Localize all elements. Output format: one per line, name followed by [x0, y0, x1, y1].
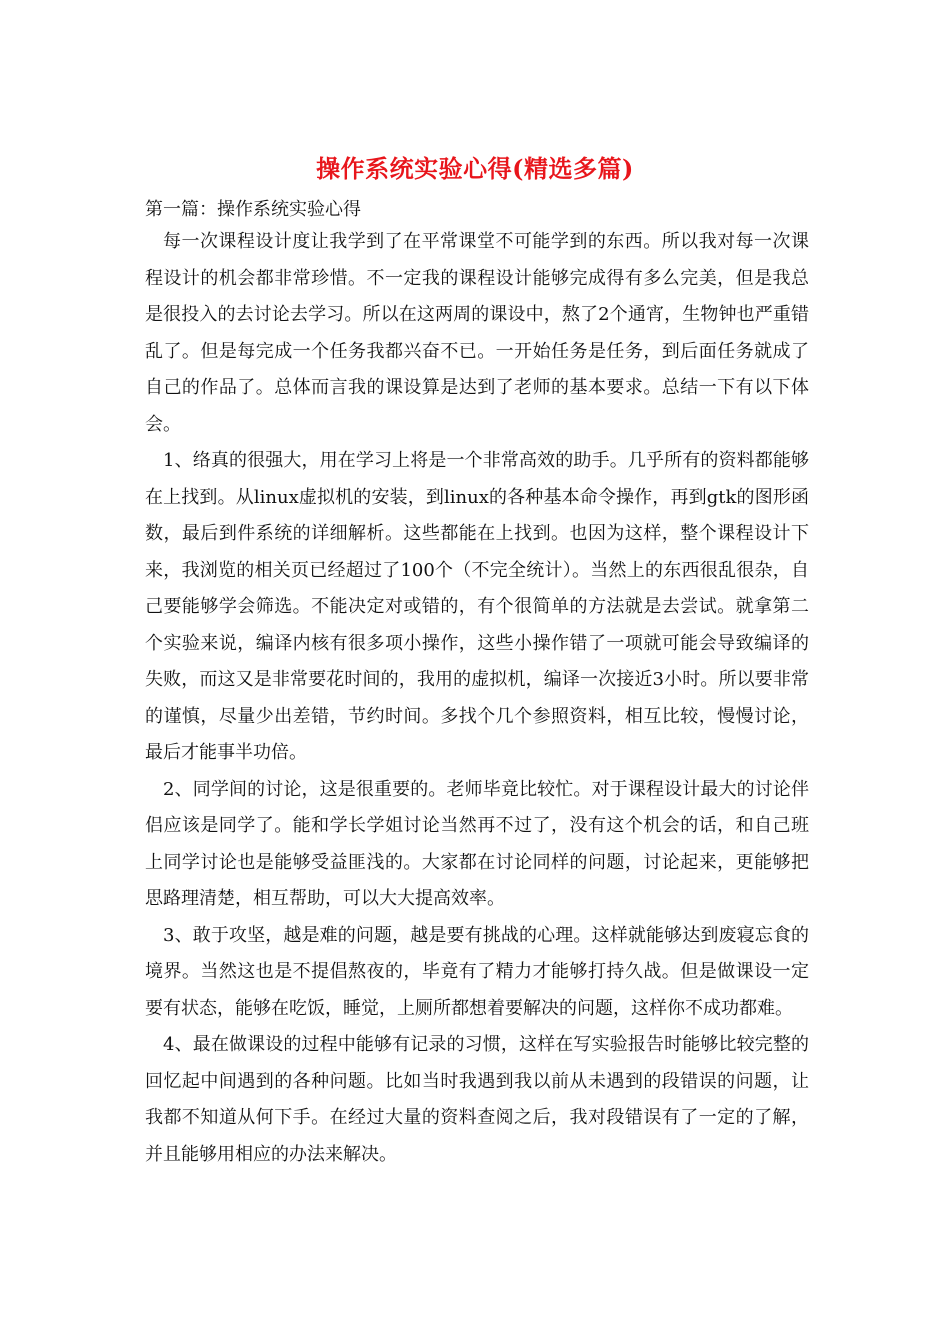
paragraph-point-2: 2、同学间的讨论，这是很重要的。老师毕竟比较忙。对于课程设计最大的讨论伴侣应该是同学了。能和学长学姐讨论当然再不过了，没有这个机会的话，和自己班上同学讨论也是能够受益匪浅的。大家都在讨论同样的问题，讨论起来，更能够把思路理清楚，相互帮助，可以大大提高效率。: [145, 778, 809, 909]
document-body: [145, 196, 809, 1173]
document-title: 操作系统实验心得(精选多篇): [316, 154, 634, 183]
paragraph-point-3: 3、敢于攻坚，越是难的问题，越是要有挑战的心理。这样就能够达到废寝忘食的境界。当然这也是不提倡熬夜的，毕竟有了精力才能够打持久战。但是做课设一定要有状态，能够在吃饭，睡觉，上厕所都想着要解决的问题，这样你不成功都难。: [145, 924, 809, 1019]
paragraph-point-4: 4、最在做课设的过程中能够有记录的习惯，这样在写实验报告时能够比较完整的回忆起中间遇到的各种问题。比如当时我遇到我以前从未遇到的段错误的问题，让我都不知道从何下手。在经过大量的资料查阅之后，我对段错误有了一定的了解，并且能够用相应的办法来解决。: [145, 1034, 809, 1165]
section-heading: 第一篇：操作系统实验心得: [145, 199, 361, 220]
paragraph-intro: 每一次课程设计度让我学到了在平常课堂不可能学到的东西。所以我对每一次课程设计的机会都非常珍惜。不一定我的课程设计能够完成得有多么完美，但是我总是很投入的去讨论去学习。所以在这两周的课设中，熬了2个通宵，生物钟也严重错乱了。但是每完成一个任务我都兴奋不已。一开始任务是任务，到后面任务就成了自己的作品了。总体而言我的课设算是达到了老师的基本要求。总结一下有以下体会。: [145, 231, 809, 435]
paragraph-point-1: 1、络真的很强大，用在学习上将是一个非常高效的助手。几乎所有的资料都能够在上找到。从linux虚拟机的安装，到linux的各种基本命令操作，再到gtk的图形函数，最后到件系统的详细解析。这些都能在上找到。也因为这样，整个课程设计下来，我浏览的相关页已经超过了100个（不完全统计）。当然上的东西很乱很杂，自己要能够学会筛选。不能决定对或错的，有个很简单的方法就是去尝试。就拿第二个实验来说，编译内核有很多项小操作，这些小操作错了一项就可能会导致编译的失败，而这又是非常要花时间的，我用的虚拟机，编译一次接近3小时。所以要非常的谨慎，尽量少出差错，节约时间。多找个几个参照资料，相互比较，慢慢讨论，最后才能事半功倍。: [145, 450, 809, 763]
